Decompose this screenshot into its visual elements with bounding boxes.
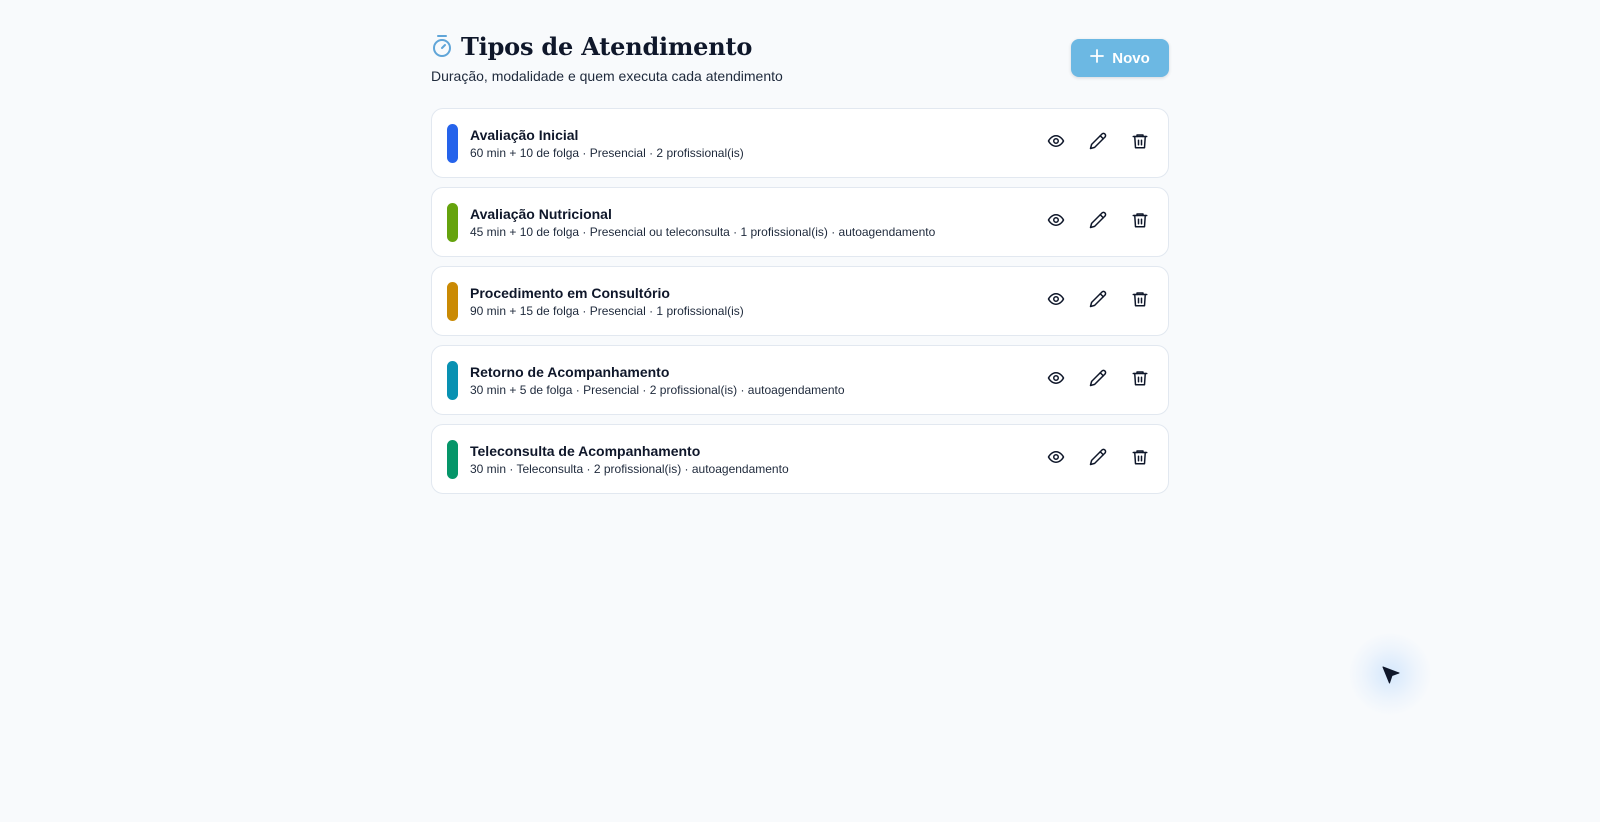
- attendance-type-list: [431, 108, 1169, 494]
- item-title: Avaliação Inicial: [470, 126, 579, 143]
- item-details: 60 min + 10 de folga · Presencial · 2 profissional(is): [470, 145, 744, 160]
- eye-icon: [1047, 448, 1065, 471]
- list-item: [431, 266, 1169, 336]
- main-container: [431, 30, 1169, 494]
- card-text: [470, 206, 935, 239]
- view-button[interactable]: [1040, 443, 1072, 475]
- pencil-icon: [1089, 132, 1107, 155]
- card-text: [470, 127, 744, 160]
- color-indicator: [447, 361, 458, 400]
- card-text: [470, 364, 845, 397]
- page-subtitle: Duração, modalidade e quem executa cada atendimento: [431, 68, 783, 84]
- item-title: Retorno de Acompanhamento: [470, 363, 670, 380]
- row-actions: [1040, 364, 1156, 396]
- delete-button[interactable]: [1124, 127, 1156, 159]
- delete-button[interactable]: [1124, 443, 1156, 475]
- page-title: Tipos de Atendimento: [461, 31, 753, 61]
- list-item: [431, 187, 1169, 257]
- card-text: [470, 285, 744, 318]
- item-details: 30 min · Teleconsulta · 2 profissional(is) · autoagendamento: [470, 461, 789, 476]
- edit-button[interactable]: [1082, 285, 1114, 317]
- row-actions: [1040, 443, 1156, 475]
- trash-icon: [1131, 132, 1149, 155]
- list-item: [431, 345, 1169, 415]
- list-item: [431, 108, 1169, 178]
- item-title: Avaliação Nutricional: [470, 205, 612, 222]
- color-indicator: [447, 203, 458, 242]
- title-row: [431, 30, 1169, 62]
- trash-icon: [1131, 290, 1149, 313]
- pencil-icon: [1089, 211, 1107, 234]
- item-details: 30 min + 5 de folga · Presencial · 2 profissional(is) · autoagendamento: [470, 382, 845, 397]
- pencil-icon: [1089, 290, 1107, 313]
- stopwatch-icon: [431, 34, 453, 58]
- edit-button[interactable]: [1082, 364, 1114, 396]
- view-button[interactable]: [1040, 206, 1072, 238]
- delete-button[interactable]: [1124, 206, 1156, 238]
- pencil-icon: [1089, 448, 1107, 471]
- edit-button[interactable]: [1082, 206, 1114, 238]
- item-title: Procedimento em Consultório: [470, 284, 670, 301]
- row-actions: [1040, 127, 1156, 159]
- trash-icon: [1131, 211, 1149, 234]
- row-actions: [1040, 285, 1156, 317]
- view-button[interactable]: [1040, 127, 1072, 159]
- item-title: Teleconsulta de Acompanhamento: [470, 442, 701, 459]
- page-header: [431, 30, 1169, 108]
- cursor-icon: [1381, 665, 1401, 685]
- pencil-icon: [1089, 369, 1107, 392]
- edit-button[interactable]: [1082, 127, 1114, 159]
- delete-button[interactable]: [1124, 364, 1156, 396]
- delete-button[interactable]: [1124, 285, 1156, 317]
- eye-icon: [1047, 132, 1065, 155]
- item-details: 90 min + 15 de folga · Presencial · 1 profissional(is): [470, 303, 744, 318]
- eye-icon: [1047, 369, 1065, 392]
- new-button[interactable]: [1071, 39, 1169, 77]
- item-details: 45 min + 10 de folga · Presencial ou teleconsulta · 1 profissional(is) · autoagendamento: [470, 224, 936, 239]
- color-indicator: [447, 124, 458, 163]
- row-actions: [1040, 206, 1156, 238]
- view-button[interactable]: [1040, 285, 1072, 317]
- trash-icon: [1131, 369, 1149, 392]
- plus-icon: [1090, 49, 1104, 67]
- new-button-label: Novo: [1112, 49, 1150, 67]
- card-text: [470, 443, 789, 476]
- list-item: [431, 424, 1169, 494]
- color-indicator: [447, 282, 458, 321]
- eye-icon: [1047, 211, 1065, 234]
- color-indicator: [447, 440, 458, 479]
- trash-icon: [1131, 448, 1149, 471]
- view-button[interactable]: [1040, 364, 1072, 396]
- edit-button[interactable]: [1082, 443, 1114, 475]
- eye-icon: [1047, 290, 1065, 313]
